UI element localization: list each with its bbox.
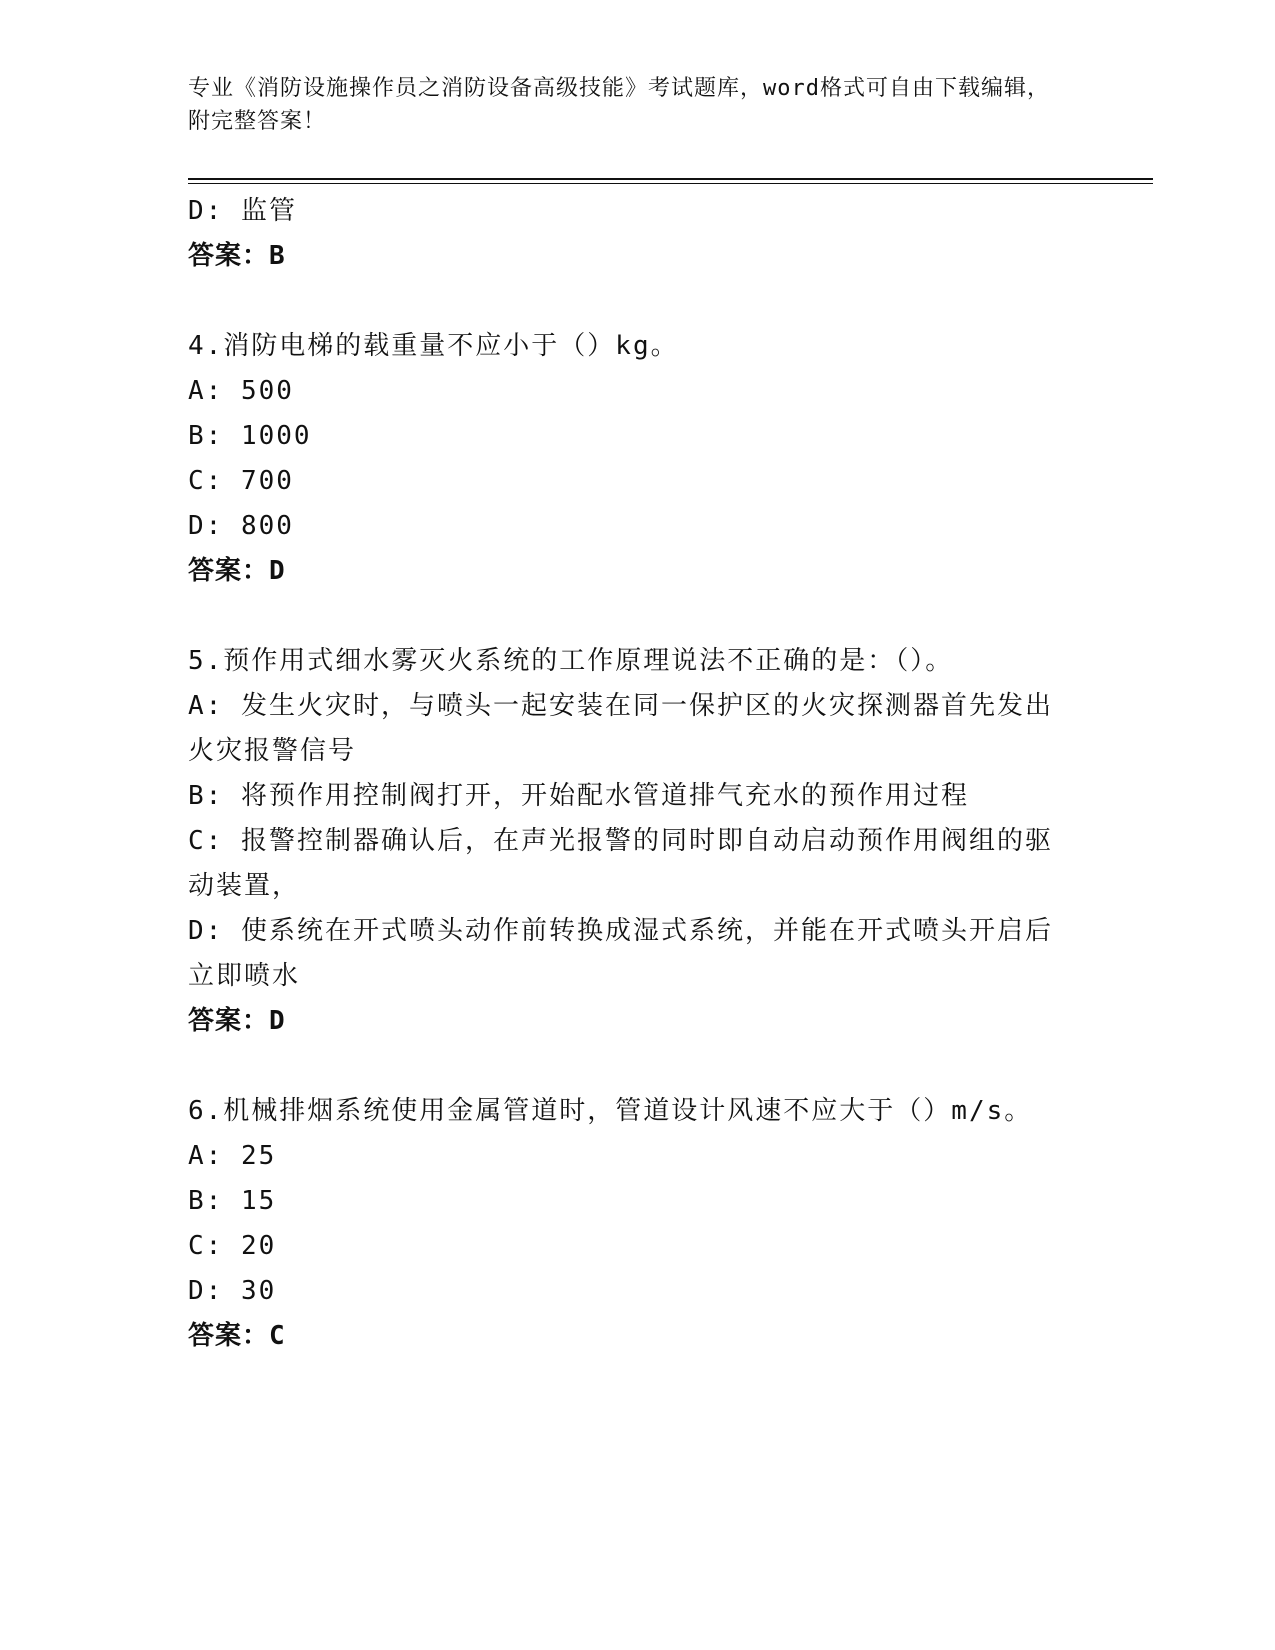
option-b: B: 1000 <box>188 421 312 451</box>
document-header: 专业《消防设施操作员之消防设备高级技能》考试题库，word格式可自由下载编辑，附完整答案！ <box>188 76 1050 134</box>
answer-line: 答案：D <box>188 556 286 586</box>
answer-line: 答案：C <box>188 1321 286 1351</box>
question-stem: 6.机械排烟系统使用金属管道时，管道设计风速不应大于（）m/s。 <box>188 1096 1033 1126</box>
header-divider-thin <box>188 183 1153 184</box>
spacer <box>188 1044 1088 1089</box>
option-a: A: 500 <box>188 376 294 406</box>
answer-line: 答案：B <box>188 241 286 271</box>
spacer <box>188 594 1088 639</box>
spacer <box>188 279 1088 324</box>
option-b: B: 15 <box>188 1186 277 1216</box>
question-5 <box>188 639 1088 1044</box>
option-c: C: 报警控制器确认后，在声光报警的同时即自动启动预作用阀组的驱动装置， <box>188 826 1053 901</box>
question-stem: 5.预作用式细水雾灭火系统的工作原理说法不正确的是：（）。 <box>188 646 954 676</box>
option-d: D: 使系统在开式喷头动作前转换成湿式系统，并能在开式喷头开启后立即喷水 <box>188 916 1053 991</box>
option-a: A: 25 <box>188 1141 277 1171</box>
question-6 <box>188 1089 1088 1359</box>
question-list <box>188 189 1088 1359</box>
option-d: D: 30 <box>188 1276 277 1306</box>
header-divider-thick <box>188 178 1153 180</box>
question-stem: 4.消防电梯的载重量不应小于（）kg。 <box>188 331 679 361</box>
option-d: D: 800 <box>188 511 294 541</box>
option-a: A: 发生火灾时，与喷头一起安装在同一保护区的火灾探测器首先发出火灾报警信号 <box>188 691 1053 766</box>
question-4 <box>188 324 1088 594</box>
option-d: D: 监管 <box>188 196 297 226</box>
previous-question-tail <box>188 189 1088 279</box>
option-c: C: 20 <box>188 1231 277 1261</box>
option-b: B: 将预作用控制阀打开，开始配水管道排气充水的预作用过程 <box>188 781 969 811</box>
option-c: C: 700 <box>188 466 294 496</box>
answer-line: 答案：D <box>188 1006 286 1036</box>
